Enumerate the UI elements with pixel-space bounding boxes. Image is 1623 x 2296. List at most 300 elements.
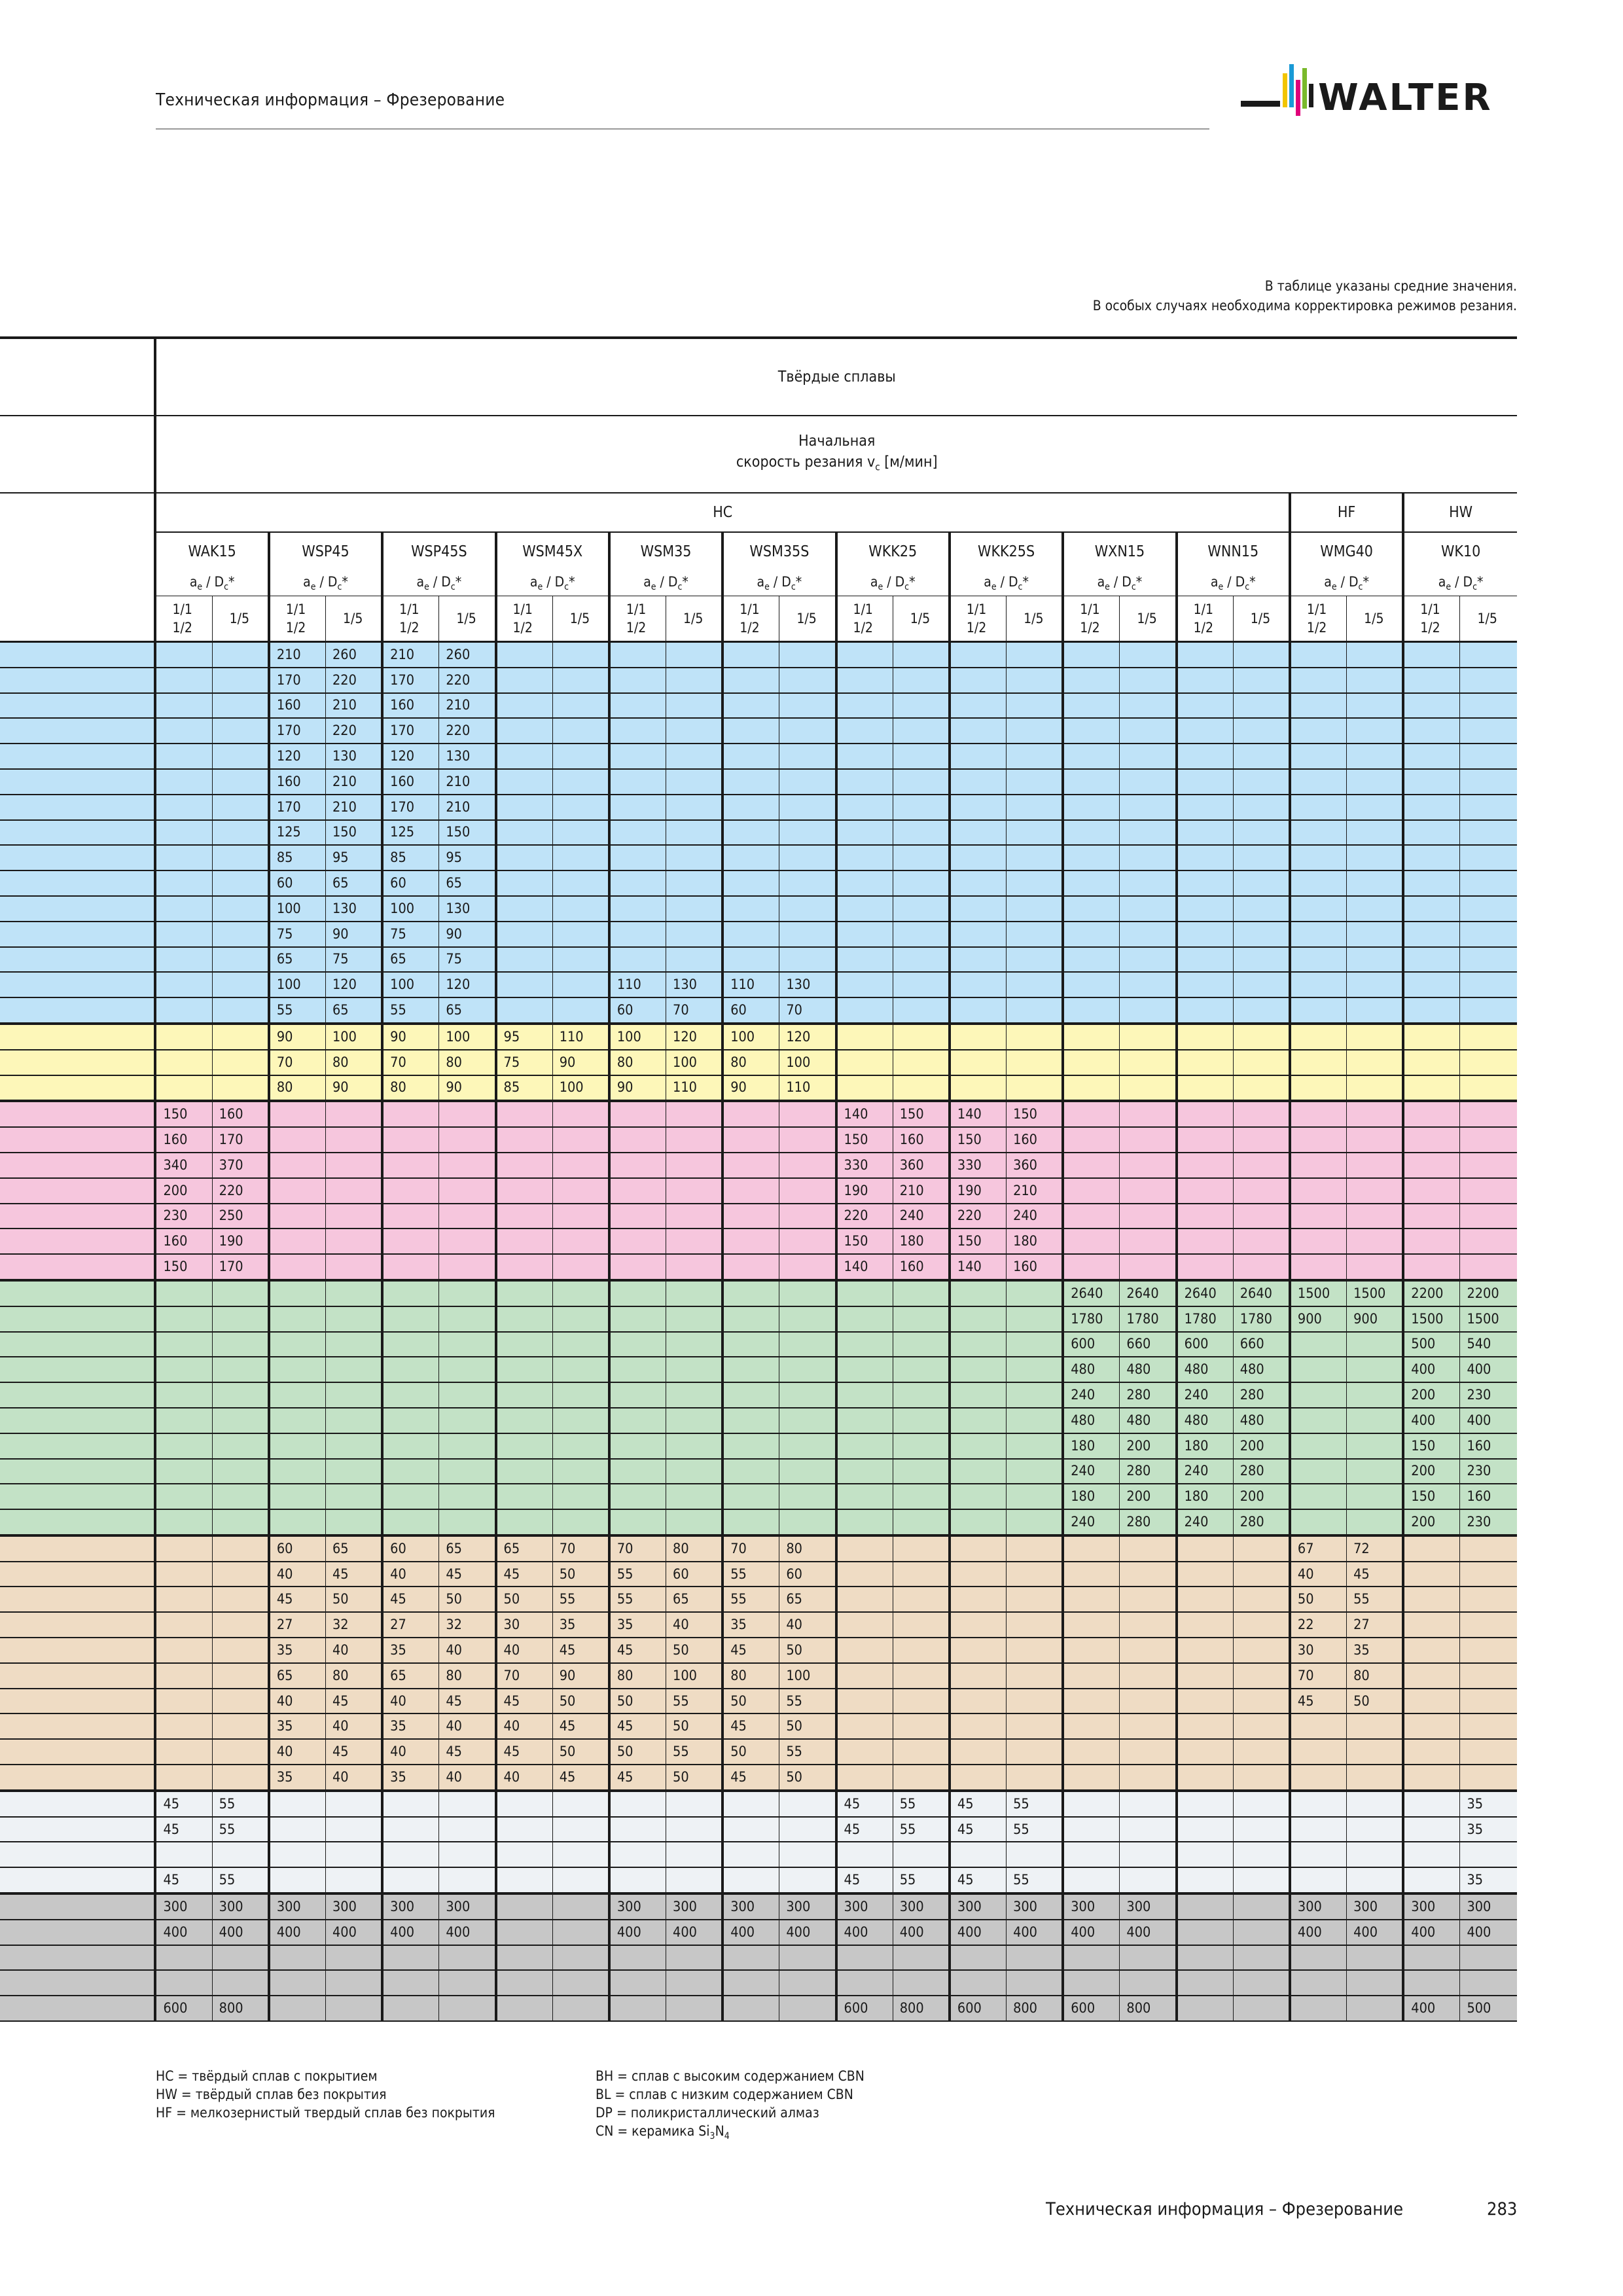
speed-cell	[950, 1332, 1007, 1357]
speed-cell	[1290, 1867, 1347, 1893]
speed-cell	[609, 718, 666, 744]
speed-cell	[1233, 1817, 1290, 1842]
speed-cell	[155, 1842, 212, 1867]
speed-cell	[1347, 1867, 1404, 1893]
speed-cell: 170	[382, 795, 439, 820]
speed-cell	[950, 1075, 1007, 1102]
speed-cell	[155, 1945, 212, 1971]
speed-cell	[496, 997, 553, 1024]
speed-cell	[950, 972, 1007, 997]
speed-cell: 130	[439, 744, 496, 769]
speed-cell	[1063, 1817, 1120, 1842]
speed-cell: 250	[212, 1204, 269, 1229]
speed-cell: 75	[326, 947, 383, 973]
speed-cell	[155, 997, 212, 1024]
table-row	[0, 922, 1517, 947]
speed-cell	[1063, 1638, 1120, 1663]
speed-cell: 200	[1403, 1382, 1460, 1408]
speed-cell	[1403, 845, 1460, 870]
speed-cell	[552, 1101, 609, 1127]
legend-bh: BH = сплав с высоким содержанием CBN	[596, 2068, 865, 2084]
speed-cell	[1460, 1970, 1517, 1996]
frac-fifth: 1/5	[1347, 596, 1404, 642]
speed-cell	[1007, 1689, 1063, 1714]
speed-cell: 140	[950, 1254, 1007, 1280]
speed-cell	[609, 1945, 666, 1971]
speed-cell	[1460, 1842, 1517, 1867]
speed-cell	[1347, 1357, 1404, 1382]
speed-cell	[1290, 1357, 1347, 1382]
speed-cell	[1347, 1382, 1404, 1408]
speed-cell	[950, 820, 1007, 846]
row-label-cell	[0, 1229, 155, 1254]
speed-cell	[836, 1535, 893, 1562]
speed-cell	[552, 1357, 609, 1382]
speed-cell	[1007, 820, 1063, 846]
speed-cell	[950, 642, 1007, 668]
speed-cell	[1177, 1817, 1234, 1842]
speed-cell: 300	[439, 1893, 496, 1920]
speed-cell: 40	[269, 1562, 326, 1587]
speed-cell: 85	[269, 845, 326, 870]
speed-cell	[1233, 1663, 1290, 1689]
speed-cell	[893, 1280, 950, 1306]
speed-cell: 230	[1460, 1382, 1517, 1408]
speed-cell	[326, 1842, 383, 1867]
speed-cell	[155, 1050, 212, 1075]
speed-cell	[1063, 1153, 1120, 1178]
speed-cell	[779, 947, 836, 973]
speed-cell	[950, 1433, 1007, 1459]
speed-cell	[382, 1842, 439, 1867]
speed-cell	[1290, 1817, 1347, 1842]
speed-cell	[950, 1562, 1007, 1587]
speed-cell	[1403, 1050, 1460, 1075]
speed-cell: 55	[212, 1867, 269, 1893]
frac-fifth: 1/5	[552, 596, 609, 642]
speed-cell	[212, 744, 269, 769]
speed-cell: 400	[950, 1920, 1007, 1945]
speed-cell	[1290, 1996, 1347, 2021]
speed-cell: 60	[666, 1562, 723, 1587]
speed-cell	[496, 642, 553, 668]
speed-cell	[155, 1612, 212, 1638]
speed-cell	[1233, 1535, 1290, 1562]
speed-cell: 45	[439, 1739, 496, 1765]
speed-cell: 210	[326, 693, 383, 719]
speed-cell	[950, 1739, 1007, 1765]
speed-cell	[1233, 693, 1290, 719]
frac-full-half: 1/1 1/2	[1177, 596, 1234, 642]
speed-cell	[722, 1229, 779, 1254]
speed-cell: 300	[722, 1893, 779, 1920]
speed-cell: 80	[326, 1663, 383, 1689]
speed-cell	[1007, 795, 1063, 820]
speed-cell	[552, 1433, 609, 1459]
header-row-grades	[0, 532, 1517, 571]
speed-cell	[1177, 1713, 1234, 1739]
speed-cell	[1007, 1306, 1063, 1332]
speed-cell	[212, 1357, 269, 1382]
grade-wk10: WK10	[1403, 532, 1517, 571]
speed-cell	[1460, 1689, 1517, 1714]
speed-cell: 180	[1177, 1484, 1234, 1509]
speed-cell	[1233, 1765, 1290, 1791]
speed-cell: 140	[836, 1254, 893, 1280]
speed-cell	[382, 1382, 439, 1408]
speed-cell	[155, 769, 212, 795]
speed-cell: 40	[326, 1713, 383, 1739]
speed-cell: 50	[666, 1765, 723, 1791]
speed-cell	[1347, 972, 1404, 997]
speed-cell	[836, 1050, 893, 1075]
speed-cell	[212, 1433, 269, 1459]
ae-dc-label: $a_e / D_c*$	[155, 571, 268, 596]
speed-cell	[666, 718, 723, 744]
speed-cell	[212, 1689, 269, 1714]
speed-cell: 80	[609, 1050, 666, 1075]
speed-cell	[1007, 997, 1063, 1024]
speed-cell	[552, 1893, 609, 1920]
speed-cell	[836, 972, 893, 997]
speed-cell	[1347, 1945, 1404, 1971]
speed-cell: 300	[836, 1893, 893, 1920]
speed-cell: 65	[326, 1535, 383, 1562]
speed-cell: 80	[269, 1075, 326, 1102]
speed-cell: 40	[326, 1765, 383, 1791]
speed-cell: 480	[1177, 1357, 1234, 1382]
table-row	[0, 769, 1517, 795]
speed-cell: 300	[1063, 1893, 1120, 1920]
table-row	[0, 1638, 1517, 1663]
speed-cell: 360	[1007, 1153, 1063, 1178]
speed-cell: 660	[1120, 1332, 1177, 1357]
speed-cell	[212, 1332, 269, 1357]
speed-cell	[1177, 718, 1234, 744]
speed-cell	[1063, 795, 1120, 820]
speed-cell	[1063, 693, 1120, 719]
speed-cell	[552, 947, 609, 973]
speed-cell	[722, 1433, 779, 1459]
speed-cell	[1063, 1791, 1120, 1817]
speed-cell	[722, 642, 779, 668]
table-row	[0, 1306, 1517, 1332]
speed-cell	[836, 1382, 893, 1408]
speed-cell: 30	[496, 1612, 553, 1638]
speed-cell	[950, 1663, 1007, 1689]
frac-fifth: 1/5	[1460, 596, 1517, 642]
speed-cell: 65	[439, 1535, 496, 1562]
speed-cell	[1460, 972, 1517, 997]
speed-cell: 160	[382, 769, 439, 795]
speed-cell	[552, 1459, 609, 1484]
speed-cell: 1500	[1460, 1306, 1517, 1332]
speed-cell	[1290, 997, 1347, 1024]
speed-cell	[1063, 820, 1120, 846]
speed-cell	[893, 1509, 950, 1535]
speed-cell	[269, 1867, 326, 1893]
speed-cell	[496, 845, 553, 870]
speed-cell	[212, 922, 269, 947]
speed-cell	[609, 1996, 666, 2021]
frac-fifth: 1/5	[326, 596, 383, 642]
speed-cell: 45	[326, 1689, 383, 1714]
speed-cell	[722, 693, 779, 719]
frac-fifth: 1/5	[779, 596, 836, 642]
speed-cell	[836, 1970, 893, 1996]
speed-cell: 240	[1063, 1459, 1120, 1484]
speed-cell	[893, 769, 950, 795]
row-label-cell	[0, 947, 155, 973]
walter-logo	[1241, 60, 1516, 132]
speed-cell	[836, 668, 893, 693]
speed-cell	[155, 1562, 212, 1587]
speed-cell: 60	[609, 997, 666, 1024]
speed-cell	[1177, 1153, 1234, 1178]
speed-cell: 180	[893, 1229, 950, 1254]
speed-cell	[950, 1408, 1007, 1433]
speed-cell	[496, 1357, 553, 1382]
speed-cell	[1177, 1178, 1234, 1204]
speed-cell	[269, 1332, 326, 1357]
speed-cell	[779, 1254, 836, 1280]
speed-cell	[1063, 1127, 1120, 1153]
speed-cell	[1233, 1254, 1290, 1280]
speed-cell	[1063, 1739, 1120, 1765]
speed-cell: 1780	[1177, 1306, 1234, 1332]
speed-cell: 40	[269, 1739, 326, 1765]
speed-cell: 2640	[1120, 1280, 1177, 1306]
speed-cell	[893, 1306, 950, 1332]
speed-cell	[439, 1254, 496, 1280]
speed-cell: 300	[1007, 1893, 1063, 1920]
speed-cell	[326, 1254, 383, 1280]
speed-cell: 125	[269, 820, 326, 846]
speed-cell	[269, 1791, 326, 1817]
speed-cell	[326, 1509, 383, 1535]
speed-cell	[1007, 972, 1063, 997]
row-label-cell	[0, 795, 155, 820]
speed-cell	[1063, 668, 1120, 693]
speed-cell	[155, 1713, 212, 1739]
speed-cell: 160	[155, 1229, 212, 1254]
legend-right	[596, 2067, 865, 2145]
speed-cell	[1177, 1867, 1234, 1893]
speed-cell	[155, 693, 212, 719]
speed-cell: 400	[1460, 1920, 1517, 1945]
speed-cell: 160	[269, 693, 326, 719]
speed-cell	[609, 795, 666, 820]
speed-cell	[1007, 1509, 1063, 1535]
speed-cell	[212, 1459, 269, 1484]
speed-cell: 150	[1403, 1433, 1460, 1459]
speed-cell: 55	[1007, 1817, 1063, 1842]
speed-cell	[1063, 718, 1120, 744]
speed-cell	[552, 1970, 609, 1996]
row-label-cell	[0, 1920, 155, 1945]
speed-cell: 140	[836, 1101, 893, 1127]
speed-cell	[1063, 1612, 1120, 1638]
speed-cell	[1403, 1204, 1460, 1229]
speed-cell	[666, 1178, 723, 1204]
ae-dc-label: $a_e / D_c*$	[609, 571, 722, 596]
speed-cell	[1347, 922, 1404, 947]
speed-cell	[1403, 972, 1460, 997]
speed-cell: 240	[1177, 1459, 1234, 1484]
speed-cell: 120	[326, 972, 383, 997]
speed-cell	[552, 795, 609, 820]
speed-cell: 45	[439, 1562, 496, 1587]
speed-cell	[1290, 972, 1347, 997]
speed-cell	[722, 718, 779, 744]
speed-cell	[609, 947, 666, 973]
speed-cell: 90	[722, 1075, 779, 1102]
speed-cell: 45	[836, 1817, 893, 1842]
speed-cell	[893, 1663, 950, 1689]
speed-cell	[212, 1050, 269, 1075]
speed-cell	[1403, 1739, 1460, 1765]
table-row	[0, 1765, 1517, 1791]
speed-cell: 45	[950, 1867, 1007, 1893]
speed-cell: 400	[779, 1920, 836, 1945]
speed-cell	[1063, 744, 1120, 769]
speed-cell	[439, 1408, 496, 1433]
speed-cell	[212, 1024, 269, 1050]
speed-cell	[666, 1867, 723, 1893]
speed-cell: 1500	[1403, 1306, 1460, 1332]
speed-cell	[382, 1970, 439, 1996]
table-row	[0, 1229, 1517, 1254]
speed-cell: 55	[1007, 1867, 1063, 1893]
speed-cell	[893, 668, 950, 693]
speed-cell	[496, 769, 553, 795]
speed-cell	[666, 1433, 723, 1459]
speed-cell	[950, 1587, 1007, 1612]
speed-cell	[155, 1663, 212, 1689]
speed-cell: 55	[779, 1689, 836, 1714]
speed-cell: 40	[1290, 1562, 1347, 1587]
speed-cell: 230	[155, 1204, 212, 1229]
speed-cell	[1177, 820, 1234, 846]
speed-cell: 280	[1233, 1382, 1290, 1408]
speed-cell	[1177, 1612, 1234, 1638]
frac-full-half: 1/1 1/2	[1063, 596, 1120, 642]
speed-cell	[893, 1050, 950, 1075]
speed-cell: 100	[722, 1024, 779, 1050]
speed-cell	[779, 1509, 836, 1535]
speed-cell	[1290, 870, 1347, 896]
speed-cell: 72	[1347, 1535, 1404, 1562]
speed-cell	[1063, 642, 1120, 668]
row-label-cell	[0, 997, 155, 1024]
speed-cell: 400	[1403, 1408, 1460, 1433]
speed-cell	[893, 1638, 950, 1663]
speed-cell	[1290, 693, 1347, 719]
speed-cell: 340	[155, 1153, 212, 1178]
speed-cell	[893, 1357, 950, 1382]
speed-cell: 400	[1290, 1920, 1347, 1945]
speed-cell	[1233, 668, 1290, 693]
speed-cell	[496, 1178, 553, 1204]
speed-cell	[1460, 845, 1517, 870]
speed-cell: 260	[326, 642, 383, 668]
speed-cell: 400	[1007, 1920, 1063, 1945]
speed-cell: 200	[1233, 1433, 1290, 1459]
speed-cell	[722, 1791, 779, 1817]
speed-cell: 55	[269, 997, 326, 1024]
frac-fifth: 1/5	[666, 596, 723, 642]
speed-cell: 45	[155, 1791, 212, 1817]
speed-cell: 120	[269, 744, 326, 769]
speed-cell	[1063, 972, 1120, 997]
speed-cell: 220	[212, 1178, 269, 1204]
speed-cell: 480	[1233, 1408, 1290, 1433]
speed-cell	[326, 1306, 383, 1332]
frac-full-half: 1/1 1/2	[950, 596, 1007, 642]
speed-cell	[1347, 718, 1404, 744]
speed-cell	[326, 1280, 383, 1306]
speed-cell	[779, 1127, 836, 1153]
speed-cell: 45	[722, 1765, 779, 1791]
speed-cell: 40	[439, 1638, 496, 1663]
speed-cell: 45	[1290, 1689, 1347, 1714]
speed-cell	[1403, 1817, 1460, 1842]
speed-cell: 480	[1063, 1357, 1120, 1382]
speed-cell	[1290, 1459, 1347, 1484]
speed-cell	[950, 1612, 1007, 1638]
speed-cell	[155, 972, 212, 997]
speed-cell	[1233, 870, 1290, 896]
speed-cell	[722, 1357, 779, 1382]
speed-cell	[722, 1280, 779, 1306]
speed-cell: 160	[1460, 1433, 1517, 1459]
speed-cell	[1347, 947, 1404, 973]
speed-cell: 75	[496, 1050, 553, 1075]
speed-cell	[609, 1509, 666, 1535]
speed-cell	[212, 642, 269, 668]
speed-cell: 50	[1290, 1587, 1347, 1612]
speed-cell	[666, 1970, 723, 1996]
speed-cell	[269, 1306, 326, 1332]
speed-cell	[269, 1101, 326, 1127]
speed-cell: 200	[155, 1178, 212, 1204]
speed-cell	[1007, 642, 1063, 668]
ae-dc-label: $a_e / D_c*$	[950, 571, 1063, 596]
speed-cell	[326, 1459, 383, 1484]
row-label-cell	[0, 642, 155, 668]
speed-cell: 480	[1120, 1357, 1177, 1382]
speed-cell: 280	[1233, 1509, 1290, 1535]
speed-cell	[1403, 1562, 1460, 1587]
table-row	[0, 1996, 1517, 2021]
speed-cell: 100	[666, 1050, 723, 1075]
row-label-cell	[0, 1945, 155, 1971]
speed-cell	[1063, 1050, 1120, 1075]
speed-cell: 150	[836, 1229, 893, 1254]
speed-cell	[1460, 1127, 1517, 1153]
speed-cell	[1460, 997, 1517, 1024]
speed-cell	[1403, 1663, 1460, 1689]
table-row	[0, 1817, 1517, 1842]
speed-cell	[836, 693, 893, 719]
speed-cell	[1233, 718, 1290, 744]
speed-cell	[950, 1280, 1007, 1306]
speed-cell	[1063, 1562, 1120, 1587]
speed-cell	[382, 1204, 439, 1229]
speed-cell: 45	[496, 1739, 553, 1765]
speed-cell	[1290, 668, 1347, 693]
speed-cell: 190	[836, 1178, 893, 1204]
